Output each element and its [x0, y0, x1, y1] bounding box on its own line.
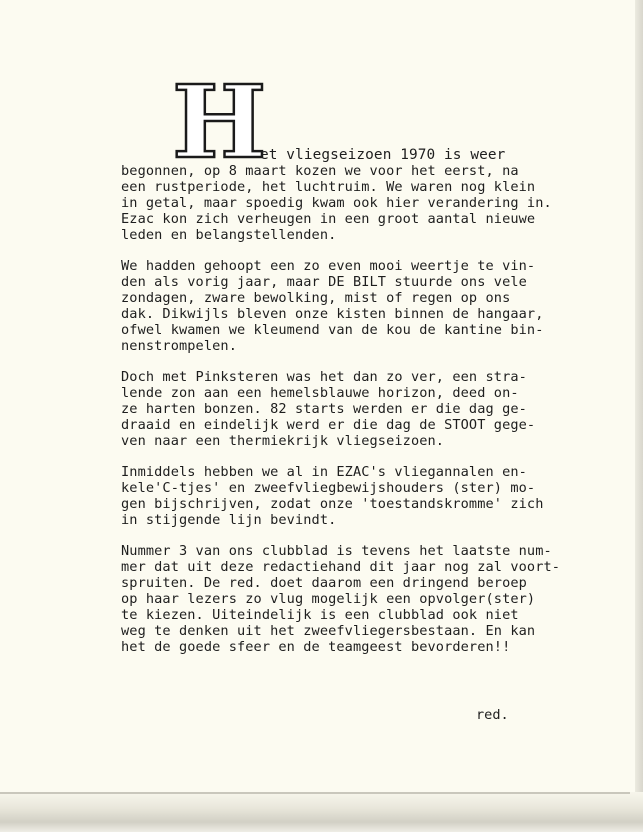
text-line: op haar lezers zo vlug mogelijk een opvolger(ster) — [121, 591, 536, 607]
text-line: ze harten bonzen. 82 starts werden er die dag ge- — [121, 401, 527, 417]
page-fold-line — [0, 792, 630, 794]
text-line: Nummer 3 van ons clubblad is tevens het laatste num- — [121, 543, 552, 559]
text-line: kele'C-tjes' en zweefvliegbewijshouders (ster) mo- — [121, 480, 536, 496]
text-line: in getal, maar spoedig kwam ook hier verandering in. — [121, 195, 552, 211]
text-line: zondagen, zware bewolking, mist of regen op ons — [121, 290, 511, 306]
text-line: den als vorig jaar, maar DE BILT stuurde ons vele — [121, 274, 527, 290]
text-line: leden en belangstellenden. — [121, 227, 337, 243]
page-edge — [635, 0, 643, 832]
text-line: begonnen, op 8 maart kozen we voor het eerst, na — [121, 163, 519, 179]
text-line: Doch met Pinksteren was het dan zo ver, een stra- — [121, 369, 527, 385]
text-line: nenstrompelen. — [121, 338, 237, 354]
text-line: spruiten. De red. doet daarom een dringend beroep — [121, 575, 527, 591]
text-line: Ezac kon zich verheugen in een groot aantal nieuwe — [121, 211, 536, 227]
text-line: draaid en eindelijk werd er die dag de STOOT gege- — [121, 417, 536, 433]
text-line: een rustperiode, het luchtruim. We waren nog klein — [121, 179, 536, 195]
text-line: We hadden gehoopt een zo even mooi weertje te vin- — [121, 258, 536, 274]
text-line: et vliegseizoen 1970 is weer — [260, 147, 506, 163]
text-line: ofwel kwamen we kleumend van de kou de kantine bin- — [121, 322, 544, 338]
text-line: het de goede sfeer en de teamgeest bevorderen!! — [121, 639, 511, 655]
text-line: te kiezen. Uiteindelijk is een clubblad ook niet — [121, 607, 519, 623]
page-bottom-edge — [0, 792, 643, 832]
text-line: weg te denken uit het zweefvliegersbestaan. En kan — [121, 623, 536, 639]
drop-cap-initial: H — [172, 63, 267, 181]
text-line: lende zon aan een hemelsblauwe horizon, deed on- — [121, 385, 519, 401]
signature: red. — [476, 707, 509, 723]
text-line: gen bijschrijven, zodat onze 'toestandskromme' zich — [121, 496, 544, 512]
text-line: dak. Dikwijls bleven onze kisten binnen de hangaar, — [121, 306, 544, 322]
text-line: mer dat uit deze redactiehand dit jaar nog zal voort- — [121, 559, 561, 575]
text-line: ven naar een thermiekrijk vliegseizoen. — [121, 433, 445, 449]
text-line: Inmiddels hebben we al in EZAC's vliegannalen en- — [121, 464, 527, 480]
text-line: in stijgende lijn bevindt. — [121, 512, 337, 528]
